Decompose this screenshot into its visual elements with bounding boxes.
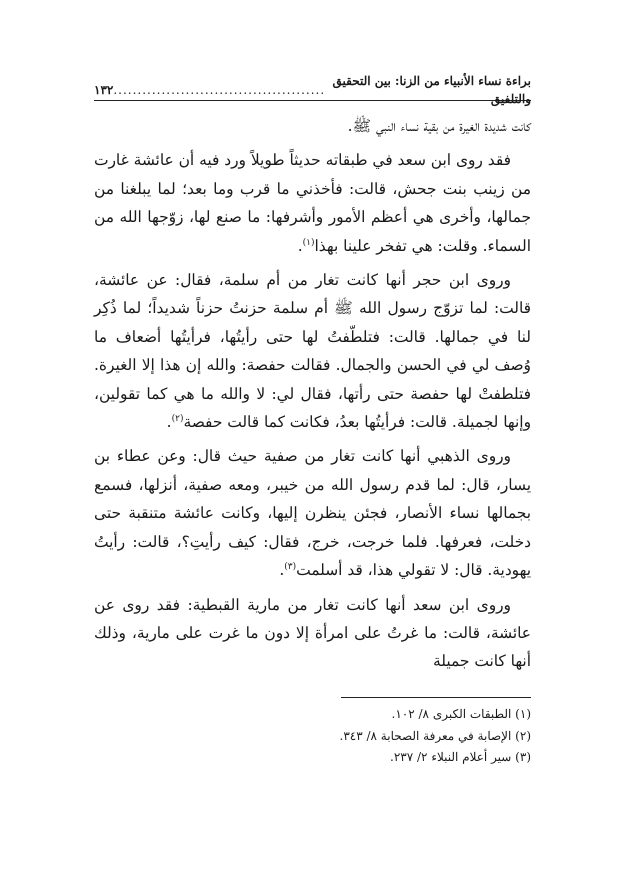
paragraph-4-text: وروى الذهبي أنها كانت تغار من صفية حيث قال: وعن عطاء بن يسار، قال: لما قدم رسول الله من خيبر، ومعه صفية، أنزلها، فسمع بجمالها نساء الأنصار، فجئن ينظرن إليها، وكانت عائشة متنقبة حتى دخلت، فعرفها. فلما خرجت، خرج، فقال: كيف رأيتِ؟، قالت: رأيتُ يهودية. قال: لا تقولي هذا، قد أسلمت [94,447,531,580]
paragraph-2 [94,146,531,260]
paragraph-4 [94,442,531,584]
footnote-separator [341,697,531,698]
page-number: ١٣٢ [94,83,114,97]
header-title-area [113,72,531,108]
paragraph-3 [94,266,531,436]
paragraph-2-period: . [297,236,303,255]
header-leader-dots: ............................................ [113,83,326,97]
footnote-3: (٣) سير أعلام النبلاء ٢/ ٢٣٧. [390,750,531,764]
paragraph-2-text: فقد روى ابن سعد في طبقاته حديثاً طويلاً ورد فيه أن عائشة غارت من زينب بنت جحش، قالت: فأخذني ما قرب وما بعد؛ لما يبلغنا من جمالها، وأخرى هي أعظم الأمور وأشرفها: ما صنع لها، زوّجها الله من السماء. وقلت: هي تفخر علينا بهذا [94,151,531,255]
footnotes [94,704,531,769]
footnote-2: (٢) الإصابة في معرفة الصحابة ٨/ ٣٤٣. [339,728,531,743]
footnote-1: (١) الطبقات الكبرى ٨/ ١٠٢. [391,707,531,721]
footnote-ref-2[interactable]: (٢) [171,413,184,424]
running-header [94,74,531,106]
header-title: براءة نساء الأنبياء من الزنا: بين التحقيق والتلفيق [332,74,531,106]
footnote-ref-3[interactable]: (٣) [284,561,297,572]
paragraph-1: كانت شديدة الغيرة من بقية نساء النبي ﷺ. [347,117,531,135]
paragraph-4-period: . [279,561,285,580]
body-text [94,112,531,682]
footnote-ref-1[interactable]: (١) [302,237,315,248]
paragraph-5: وروى ابن سعد أنها كانت تغار من مارية القبطية: فقد روى عن عائشة، قالت: ما غرتُ على امرأة إلا دون ما غرت على مارية، وذلك أنها كانت جميلة [94,595,531,671]
paragraph-3-period: . [166,413,172,432]
paragraph-3-text: وروى ابن حجر أنها كانت تغار من أم سلمة، فقال: عن عائشة، قالت: لما تزوّج رسول الله ﷺ أم سلمة حزنتُ حزناً شديداً؛ لما ذُكِر لنا في جمالها. قالت: فتلطّفتُ لها حتى رأيتُها، فرأيتُها أضعاف ما وُصف لي في الحسن والجمال. فقالت حفصة: والله إن هذا إلا الغيرة. فتلطفتْ لها حفصة حتى رأتها، فقال لي: لا والله ما هي كما تقولين، وإنها لجميلة. قالت: فرأيتُها بعدُ، فكانت كما قالت حفصة [94,271,531,432]
